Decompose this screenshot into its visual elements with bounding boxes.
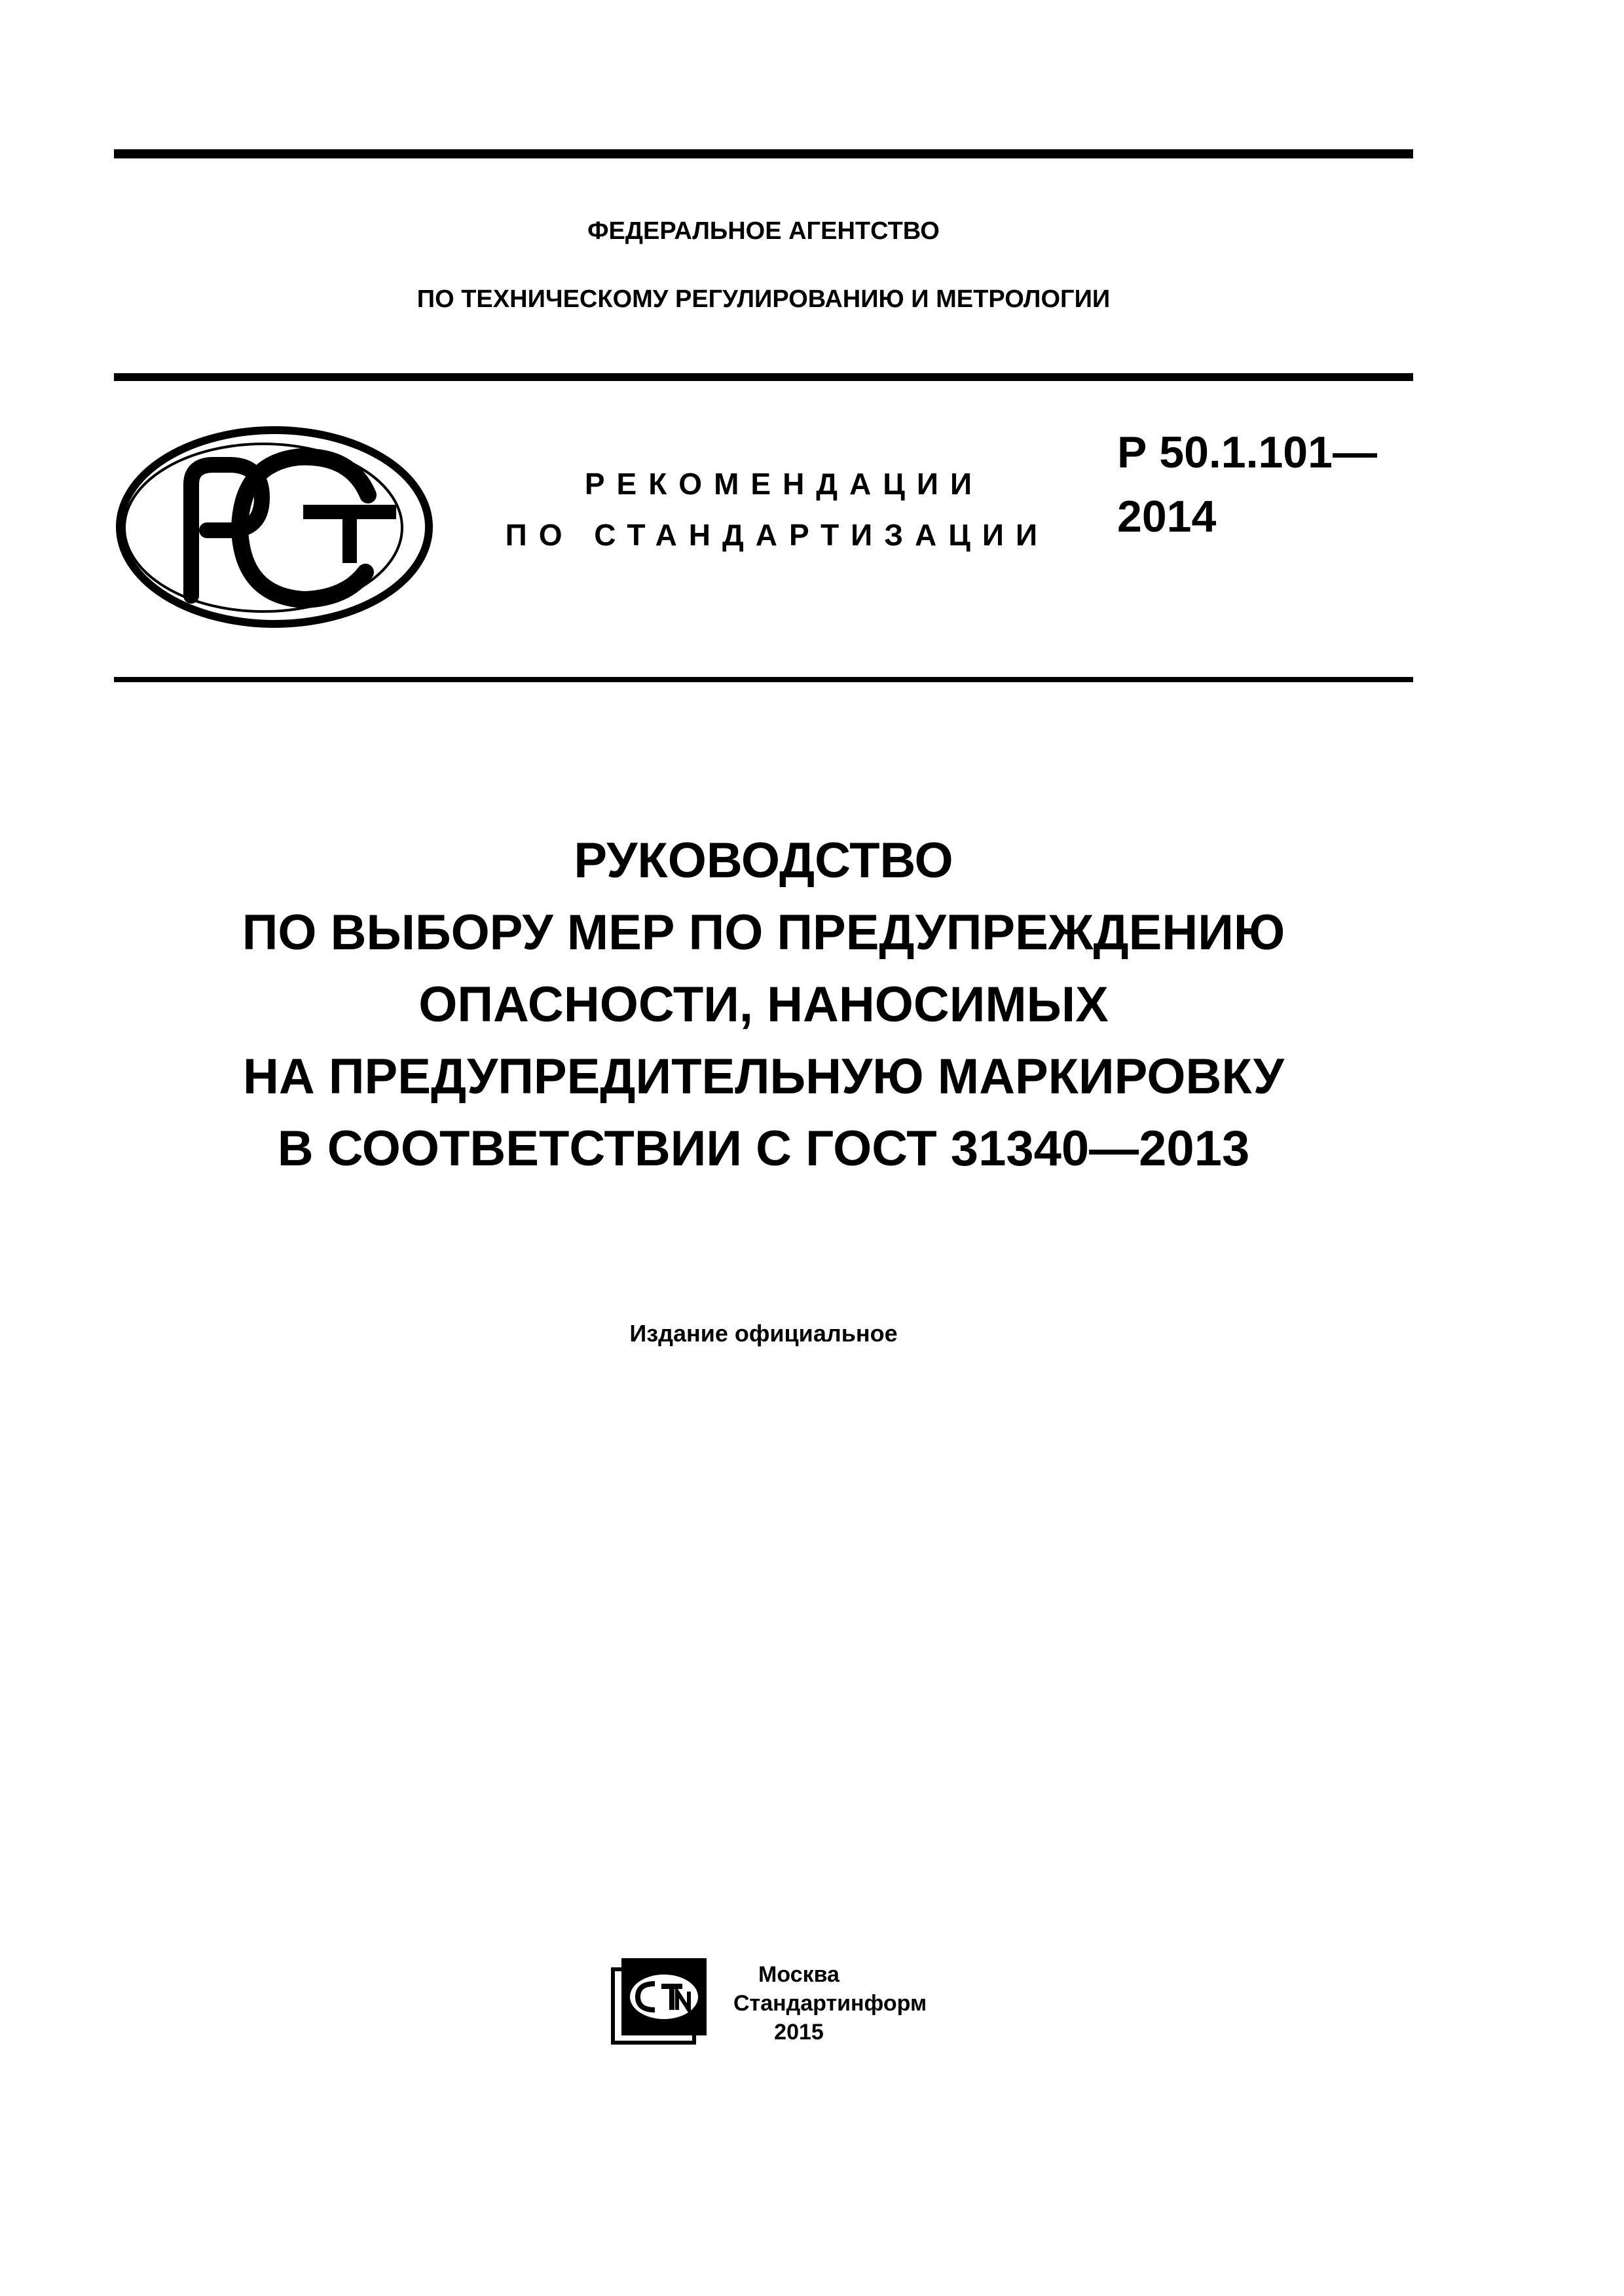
- document-code-line-1: Р 50.1.101—: [1117, 428, 1377, 477]
- middle-rule: [114, 373, 1413, 381]
- title-line: НА ПРЕДУПРЕДИТЕЛЬНУЮ МАРКИРОВКУ: [243, 1049, 1284, 1104]
- lower-rule: [114, 677, 1413, 682]
- standartinform-logo-icon: [609, 1958, 709, 2048]
- document-code-line-2: 2014: [1117, 492, 1217, 541]
- document-type-line-1: РЕКОМЕНДАЦИИ: [584, 467, 984, 501]
- title-line: В СООТВЕТСТВИИ С ГОСТ 31340—2013: [277, 1121, 1250, 1176]
- top-rule: [114, 149, 1413, 158]
- edition-label: Издание официальное: [629, 1320, 898, 1347]
- title-line: ОПАСНОСТИ, НАНОСИМЫХ: [418, 977, 1109, 1032]
- document-type-line-2: ПО СТАНДАРТИЗАЦИИ: [505, 518, 1049, 552]
- rst-logo-icon: [114, 424, 435, 630]
- publisher-block: [733, 1960, 927, 2047]
- agency-name-line-1: ФЕДЕРАЛЬНОЕ АГЕНТСТВО: [587, 217, 940, 245]
- title-line: РУКОВОДСТВО: [574, 833, 953, 888]
- publisher-year: 2015: [774, 2020, 824, 2045]
- publisher-name: Стандартинформ: [733, 1991, 927, 2016]
- publisher-city: Москва: [758, 1962, 840, 1987]
- title-line: ПО ВЫБОРУ МЕР ПО ПРЕДУПРЕЖДЕНИЮ: [242, 905, 1285, 960]
- agency-name-line-2: ПО ТЕХНИЧЕСКОМУ РЕГУЛИРОВАНИЮ И МЕТРОЛОГИИ: [416, 285, 1111, 313]
- document-title: [114, 825, 1413, 1185]
